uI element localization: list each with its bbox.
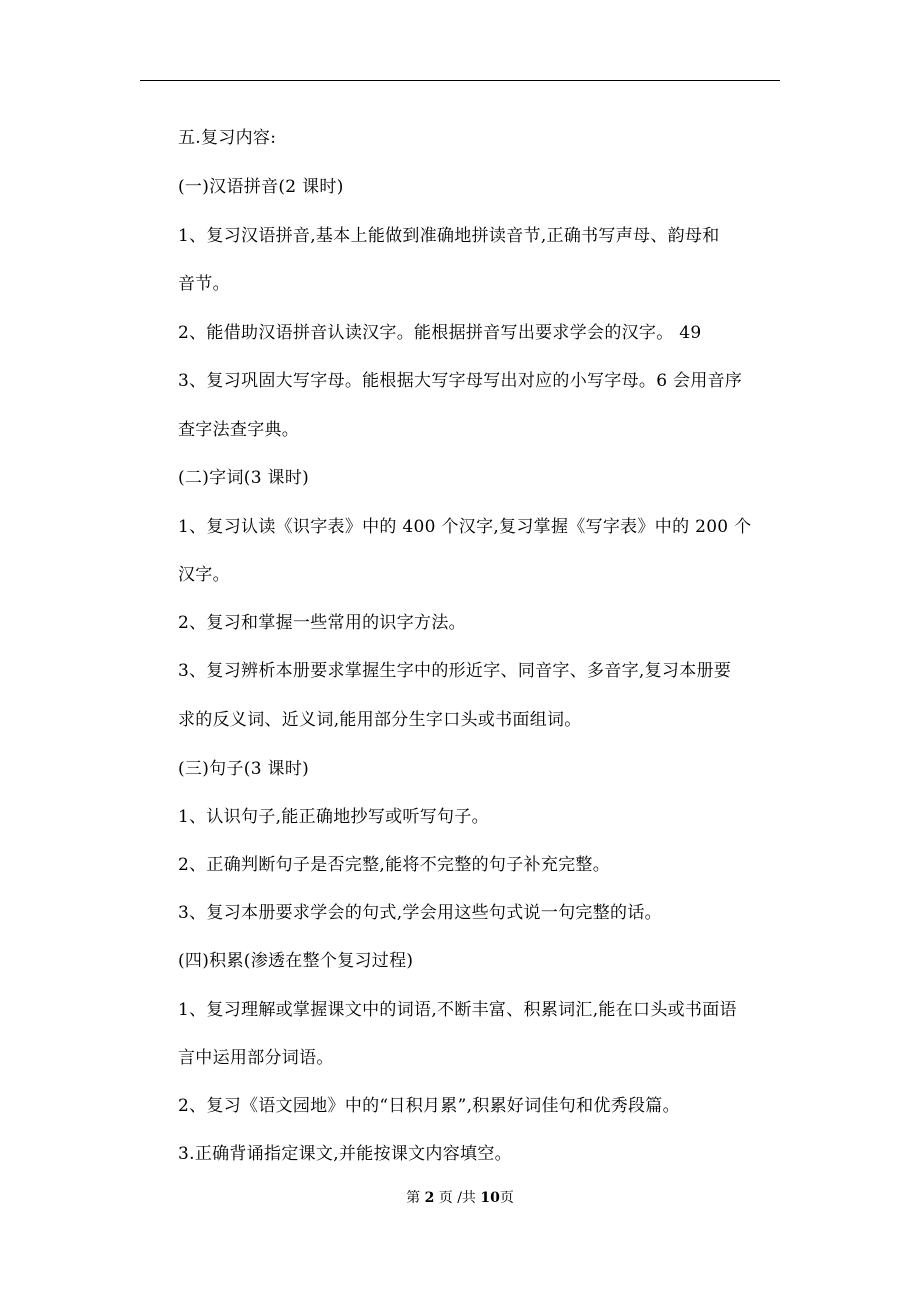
paragraph-line: 2、复习《语文园地》中的“日积月累”,积累好词佳句和优秀段篇。 — [178, 1096, 680, 1116]
paragraph-line: 2、能借助汉语拼音认读汉字。能根据拼音写出要求学会的汉字。 49 — [178, 323, 702, 343]
footer-page-number: 2 — [424, 1190, 435, 1206]
paragraph-line: 汉字。 — [178, 565, 230, 585]
paragraph-line: 1、复习认读《识字表》中的 400 个汉字,复习掌握《写字表》中的 200 个 — [178, 517, 752, 537]
paragraph-line: 求的反义词、近义词,能用部分生字口头或书面组词。 — [178, 710, 582, 730]
subsection-heading-sentences: (三)句子(3 课时) — [178, 759, 310, 779]
paragraph-line: 1、复习理解或掌握课文中的词语,不断丰富、积累词汇,能在口头或书面语 — [178, 1000, 737, 1020]
paragraph-line: 3、复习巩固大写字母。能根据大写字母写出对应的小写字母。6 会用音序 — [178, 371, 743, 391]
footer-total-pages: 10 — [480, 1190, 500, 1206]
paragraph-line: 1、复习汉语拼音,基本上能做到准确地拼读音节,正确书写声母、韵母和 — [178, 226, 720, 246]
paragraph-line: 查字法查字典。 — [178, 420, 300, 440]
paragraph-line: 3、复习辨析本册要求掌握生字中的形近字、同音字、多音字,复习本册要 — [178, 661, 732, 681]
paragraph-line: 2、复习和掌握一些常用的识字方法。 — [178, 613, 466, 633]
paragraph-line: 2、正确判断句子是否完整,能将不完整的句子补充完整。 — [178, 855, 611, 875]
footer-suffix: 页 — [499, 1190, 514, 1206]
footer-prefix: 第 — [406, 1190, 421, 1206]
section-heading: 五.复习内容: — [178, 128, 277, 148]
subsection-heading-pinyin: (一)汉语拼音(2 课时) — [178, 177, 344, 197]
paragraph-line: 1、认识句子,能正确地抄写或听写句子。 — [178, 807, 489, 827]
paragraph-line: 3、复习本册要求学会的句式,学会用这些句式说一句完整的话。 — [178, 903, 662, 923]
footer-middle: 页 /共 — [438, 1190, 476, 1206]
subsection-heading-words: (二)字词(3 课时) — [178, 468, 310, 488]
subsection-heading-accumulation: (四)积累(渗透在整个复习过程) — [178, 951, 414, 971]
paragraph-line: 音节。 — [178, 274, 230, 294]
paragraph-line: 3.正确背诵指定课文,并能按课文内容填空。 — [178, 1144, 512, 1164]
page-footer — [0, 1189, 920, 1207]
paragraph-line: 言中运用部分词语。 — [178, 1048, 334, 1068]
